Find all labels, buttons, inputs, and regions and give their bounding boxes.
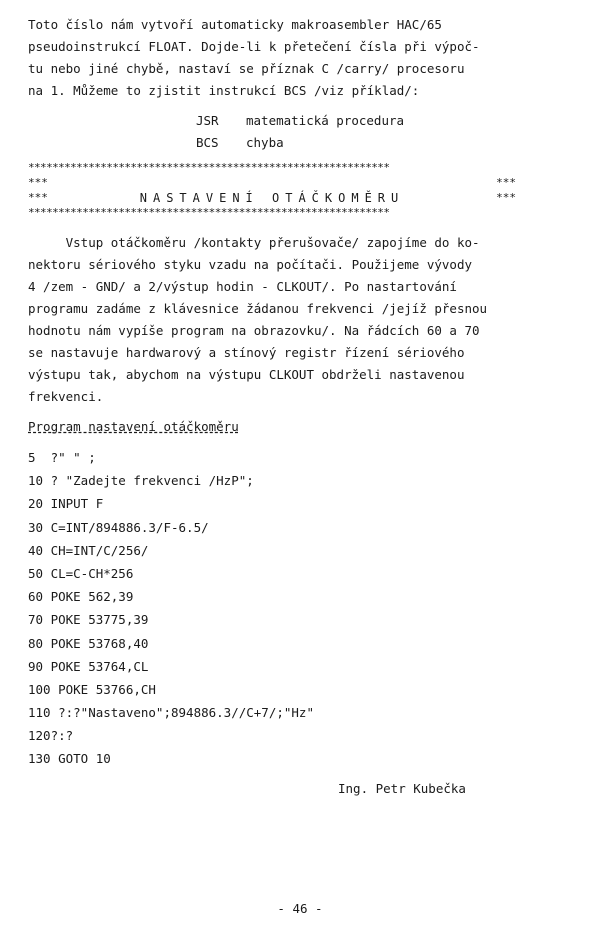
program-line: 20 INPUT F (28, 496, 104, 512)
body-line: nektoru sériového styku vzadu na počítači. Použijeme vývody (28, 257, 473, 272)
intro-line: Toto číslo nám vytvoří automaticky makroasembler HAC/65 (28, 17, 442, 32)
program-line: 10 ? "Zadejte frekvenci /HzP"; (28, 473, 254, 489)
banner-side-right: *** (496, 191, 516, 204)
program-line: 110 ?:?"Nastaveno";894886.3//C+7/;"Hz" (28, 705, 314, 721)
body-paragraph (28, 232, 588, 408)
asm-comment: chyba (246, 135, 284, 150)
banner-star-row: ************************************************************ (28, 206, 390, 219)
program-subheading: Program nastavení otáčkoměru (28, 419, 239, 434)
body-line: výstupu tak, abychom na výstupu CLKOUT obdrželi nastavenou (28, 367, 465, 382)
page-number: - 46 - (277, 901, 323, 916)
asm-row (196, 132, 404, 154)
basic-program-listing (28, 446, 314, 771)
assembly-example (196, 110, 404, 154)
body-line: Vstup otáčkoměru /kontakty přerušovače/ zapojíme do ko- (28, 235, 480, 250)
body-line: hodnotu nám vypíše program na obrazovku/. Na řádcích 60 a 70 (28, 323, 480, 338)
banner-side-row (28, 175, 516, 190)
program-line: 130 GOTO 10 (28, 751, 111, 767)
body-line: 4 /zem - GND/ a 2/výstup hodin - CLKOUT/. Po nastartování (28, 279, 457, 294)
body-line: se nastavuje hardwarový a stínový registr řízení sériového (28, 345, 465, 360)
program-line: 60 POKE 562,39 (28, 589, 134, 605)
program-line: 40 CH=INT/C/256/ (28, 542, 149, 558)
banner-side-left: *** (28, 176, 48, 189)
banner-title-row (28, 190, 516, 205)
program-line: 100 POKE 53766,CH (28, 681, 156, 697)
banner-star-row: ************************************************************ (28, 161, 390, 174)
program-line: 30 C=INT/894886.3/F-6.5/ (28, 519, 209, 535)
body-line: programu zadáme z klávesnice žádanou frekvenci /jejíž přesnou (28, 301, 488, 316)
body-line: frekvenci. (28, 389, 104, 404)
asm-comment: matematická procedura (246, 113, 405, 128)
program-line: 5 ?" " ; (28, 450, 96, 465)
program-line: 50 CL=C-CH*256 (28, 565, 134, 581)
program-line: 70 POKE 53775,39 (28, 612, 149, 628)
asm-opcode: JSR (196, 113, 219, 128)
asm-row (196, 110, 404, 132)
intro-paragraph (28, 14, 588, 102)
asm-opcode: BCS (196, 135, 219, 150)
section-title: NASTAVENÍ OTÁČKOMĚRU (139, 191, 405, 205)
intro-line: pseudoinstrukcí FLOAT. Dojde-li k přetečení čísla při výpoč- (28, 39, 480, 54)
program-line: 120?:? (28, 728, 74, 744)
banner-side-right: *** (496, 176, 516, 189)
intro-line: na 1. Můžeme to zjistit instrukcí BCS /viz příklad/: (28, 83, 420, 98)
section-banner (28, 160, 516, 220)
program-line: 80 POKE 53768,40 (28, 635, 149, 651)
intro-line: tu nebo jiné chybě, nastaví se příznak C /carry/ procesoru (28, 61, 465, 76)
banner-side-left: *** (28, 191, 48, 204)
program-line: 90 POKE 53764,CL (28, 658, 149, 674)
author-signature: Ing. Petr Kubečka (338, 781, 466, 796)
